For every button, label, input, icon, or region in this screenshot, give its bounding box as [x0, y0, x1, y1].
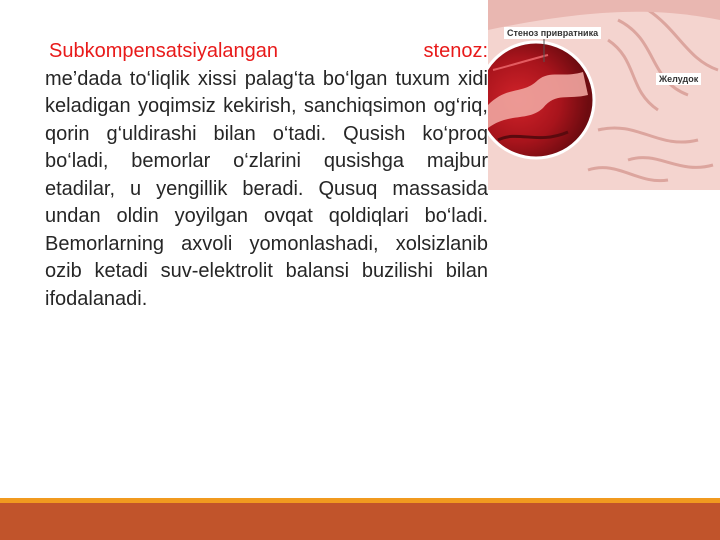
stomach-label: Желудок	[656, 73, 701, 85]
slide-text-block	[45, 38, 488, 313]
footer-bar	[0, 503, 720, 540]
heading-term: Subkompensatsiyalangan	[49, 40, 279, 62]
slide-body-text: me’dada to‘liqlik xissi palag‘ta bo‘lgan tuxum xidi keladigan yoqimsiz kekirish, sanchiqsimon og‘riq, qorin g‘uldirashi bilan o‘tadi. Qusish ko‘proq bo‘ladi, bemorlar o‘zlarini qusishga majbur etadilar, u yengillik beradi. Qusuq massasida undan oldin yoyilgan ovqat qoldiqlari bo‘ladi. Bemorlarning axvoli yomonlashadi, xolsizlanib ozib ketadi suv-elektrolit balansi buzilishi bilan ifodalanadi.	[45, 67, 488, 310]
stenosis-label: Стеноз привратника	[504, 27, 601, 39]
heading-term-suffix: stenoz:	[423, 40, 488, 62]
slide-heading	[45, 38, 488, 66]
stomach-stenosis-illustration	[488, 0, 720, 190]
